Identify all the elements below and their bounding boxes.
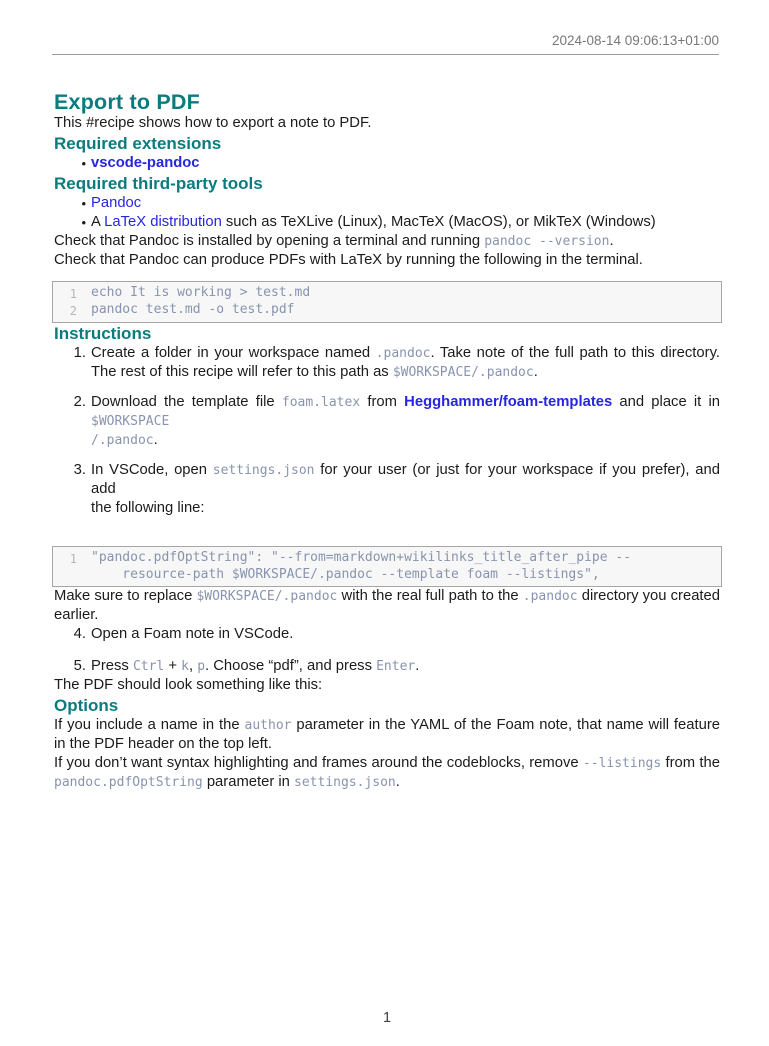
text-run: in the PDF header on the top left.: [54, 736, 272, 752]
options-paragraph: [54, 716, 720, 792]
code-line-text: resource-path $WORKSPACE/.pandoc --template foam --listings",: [91, 567, 600, 582]
text-line: [54, 716, 720, 735]
text-run: such as TeXLive (Linux), MacTeX (MacOS), or MikTeX (Windows): [221, 214, 656, 230]
bullet-marker: •: [81, 196, 86, 211]
required-tools-list: [54, 194, 720, 232]
inline-code: .pandoc: [375, 346, 431, 361]
text-line: [54, 754, 720, 773]
inline-code: settings.json: [294, 775, 396, 790]
intro-paragraph: [54, 114, 720, 133]
numbered-item: [54, 461, 720, 518]
inline-code: /.pandoc: [91, 433, 154, 448]
numbered-item: [54, 344, 720, 382]
instructions-list-continued: [54, 625, 720, 676]
numbered-item: [54, 657, 720, 676]
heading-required-tools: Required third-party tools: [54, 174, 263, 193]
text-line: [54, 232, 720, 251]
inline-code: author: [244, 718, 292, 733]
bullet-marker: •: [81, 215, 86, 230]
text-run: . Choose “pdf”, and press: [205, 658, 377, 674]
text-run: If you include a name in the: [54, 717, 245, 733]
inline-code: --listings: [582, 756, 662, 771]
text-run: .: [395, 774, 400, 790]
code-line-text: pandoc test.md -o test.pdf: [91, 302, 295, 317]
check-paragraph: [54, 232, 720, 270]
text-line: [91, 393, 720, 431]
inline-code: .pandoc: [522, 589, 578, 604]
code-line-number: [53, 567, 77, 583]
inline-code: Enter: [376, 659, 416, 674]
code-line: [53, 567, 721, 583]
code-line: [53, 285, 721, 302]
inline-code: $WORKSPACE: [91, 414, 170, 429]
text-run: parameter in: [202, 774, 295, 790]
text-run: for your user (or just for your workspace if you prefer), and add: [91, 462, 720, 497]
number-marker: 2.: [73, 394, 86, 410]
code-line-number: 1: [69, 287, 77, 301]
page-header: [52, 0, 719, 55]
code-line: [53, 550, 721, 567]
text-run: +: [164, 658, 182, 674]
text-line: [54, 773, 720, 792]
inline-code: pandoc --version: [484, 234, 610, 249]
text-run: and place it in: [612, 394, 720, 410]
text-line: [54, 735, 720, 754]
code-block-settings-snippet: [52, 546, 722, 587]
inline-code: foam.latex: [281, 395, 361, 410]
page-title: Export to PDF: [54, 90, 200, 114]
pandoc-link[interactable]: Pandoc: [91, 195, 142, 211]
text-run: .: [153, 432, 158, 448]
latex-distribution-link[interactable]: LaTeX distribution: [104, 214, 222, 230]
page-footer: [54, 1010, 720, 1026]
text-run: ,: [188, 658, 198, 674]
inline-code: pandoc.pdfOptString: [54, 775, 203, 790]
number-marker: 3.: [73, 462, 86, 478]
text-run: In VSCode, open: [91, 462, 213, 478]
inline-code: $WORKSPACE/.pandoc: [392, 365, 534, 380]
list-item-text: [91, 214, 656, 230]
inline-code: p: [197, 659, 206, 674]
vscode-pandoc-link[interactable]: vscode-pandoc: [91, 155, 200, 171]
list-item: [54, 194, 720, 213]
text-run: from: [360, 394, 405, 410]
text-line: [54, 606, 720, 625]
text-run: Download the template file: [91, 394, 282, 410]
code-line-text: echo It is working > test.md: [91, 285, 311, 300]
inline-code: Ctrl: [132, 659, 165, 674]
required-extensions-list: [54, 154, 720, 173]
code-line-number: 1: [69, 552, 77, 566]
numbered-item-text: [91, 461, 720, 518]
pdf-should-paragraph: [54, 676, 720, 695]
text-run: Press: [91, 658, 133, 674]
code-line-text: "pandoc.pdfOptString": "--from=markdown+wikilinks_title_after_pipe --: [91, 550, 632, 565]
header-timestamp: 2024-08-14 09:06:13+01:00: [551, 33, 719, 48]
number-marker: 5.: [73, 658, 86, 674]
document-content: [54, 56, 720, 792]
text-run: Create a folder in your workspace named: [91, 345, 376, 361]
text-run: A: [91, 214, 105, 230]
text-run: Open a Foam note in VSCode.: [91, 626, 294, 642]
text-run: The PDF should look something like this:: [54, 677, 323, 693]
text-run: parameter in the YAML of the Foam note, that name will feature: [291, 717, 720, 733]
numbered-item-text: [91, 657, 720, 676]
numbered-item: [54, 393, 720, 450]
text-run: . Take note of the full path to this directory.: [430, 345, 720, 361]
text-run: earlier.: [54, 607, 99, 623]
inline-code: k: [181, 659, 189, 674]
text-run: Check that Pandoc can produce PDFs with LaTeX by running the following in the terminal.: [54, 252, 643, 268]
list-item: [54, 213, 720, 232]
text-run: This #recipe shows how to export a note to PDF.: [54, 115, 372, 131]
text-run: The rest of this recipe will refer to this path as: [91, 364, 393, 380]
numbered-item-text: [91, 344, 720, 382]
text-run: .: [415, 658, 420, 674]
text-run: .: [609, 233, 614, 249]
text-line: [54, 251, 720, 270]
numbered-item-text: [91, 393, 720, 450]
numbered-item-text: [91, 625, 720, 644]
text-run: Check that Pandoc is installed by opening a terminal and running: [54, 233, 485, 249]
text-line: [91, 657, 720, 676]
heading-instructions: Instructions: [54, 324, 152, 343]
text-line: [91, 499, 720, 518]
foam-templates-link[interactable]: Hegghammer/foam-templates: [404, 394, 613, 410]
text-run: If you don’t want syntax highlighting and frames around the codeblocks, remove: [54, 755, 583, 771]
bullet-marker: •: [81, 156, 86, 171]
text-run: Make sure to replace: [54, 588, 197, 604]
text-run: directory you created: [577, 588, 720, 604]
text-line: [91, 363, 720, 382]
number-marker: 4.: [73, 626, 86, 642]
text-line: [91, 431, 720, 450]
list-item-text: [91, 195, 141, 211]
heading-options: Options: [54, 696, 119, 715]
text-line: [91, 625, 720, 644]
text-run: the following line:: [91, 500, 205, 516]
list-item: [54, 154, 720, 173]
make-sure-paragraph: [54, 587, 720, 625]
code-line-number: 2: [69, 304, 77, 318]
instructions-list: [54, 344, 720, 518]
page-number: 1: [382, 1010, 392, 1026]
heading-required-extensions: Required extensions: [54, 134, 222, 153]
numbered-item: [54, 625, 720, 644]
text-line: [91, 461, 720, 499]
code-line: [53, 302, 721, 319]
text-run: from the: [661, 755, 721, 771]
list-item-text: [91, 155, 200, 171]
text-line: [54, 587, 720, 606]
text-run: .: [533, 364, 538, 380]
text-line: [91, 344, 720, 363]
inline-code: settings.json: [212, 463, 315, 478]
inline-code: $WORKSPACE/.pandoc: [196, 589, 338, 604]
text-run: with the real full path to the: [337, 588, 523, 604]
code-block-terminal-check: [52, 281, 722, 323]
number-marker: 1.: [73, 345, 86, 361]
